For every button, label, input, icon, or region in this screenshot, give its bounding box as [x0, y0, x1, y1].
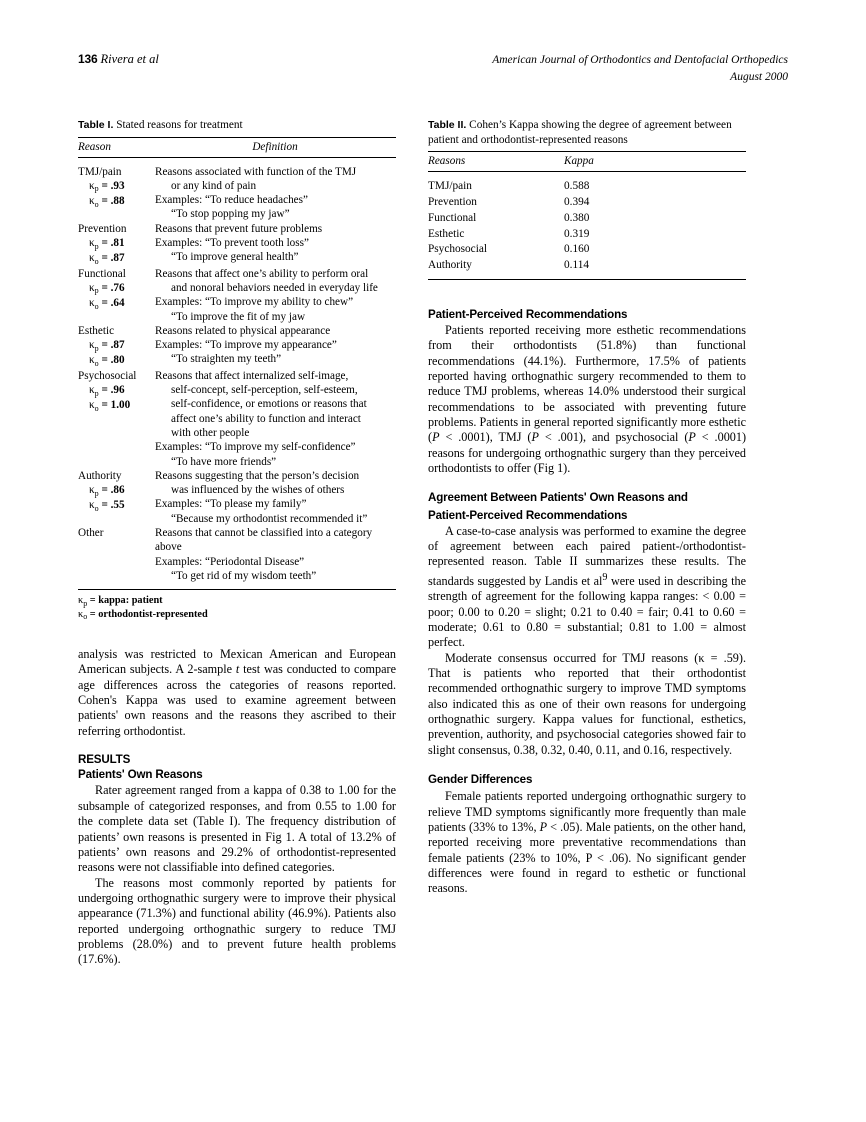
table-one-reason-cell — [78, 526, 154, 589]
table-row — [78, 222, 396, 267]
methods-italic-t: t — [235, 662, 240, 677]
table-two-bottom-rule — [428, 279, 746, 280]
table-two-col-kappa: Kappa — [564, 155, 594, 168]
kappa-ortho: $\kappa_o = .88$ — [89, 195, 125, 209]
table-two-reason-cell: TMJ/pain — [428, 180, 472, 193]
paragraph-methods-continued — [78, 647, 396, 739]
journal-title: American Journal of Orthodontics and Dentofacial Orthopedics — [492, 54, 788, 66]
p-value-italic: P — [688, 430, 696, 445]
table-one-col-definition: Definition — [252, 140, 298, 153]
table-one-caption-text: Stated reasons for treatment — [116, 119, 243, 131]
definition-line: Reasons that prevent future problems — [155, 222, 323, 235]
table-two-caption — [428, 118, 746, 147]
paragraph-gender — [428, 789, 746, 896]
table-row — [428, 226, 746, 242]
heading-gender-differences: Gender Differences — [428, 772, 533, 786]
footnote-kappa-ortho: $\kappa_o$ = orthodontist-represented — [78, 608, 208, 622]
definition-line: self-confidence, or emotions or reasons that — [171, 398, 367, 411]
definition-line: “To stop popping my jaw” — [171, 208, 290, 221]
reason-name: Prevention — [78, 222, 127, 235]
definition-line: self-concept, self-perception, self-esteem, — [171, 384, 358, 397]
kappa-ortho: $\kappa_o = .80$ — [89, 354, 125, 368]
table-one-block — [78, 118, 396, 621]
table-two-head — [428, 152, 746, 171]
definition-line: Reasons suggesting that the person’s decision — [155, 469, 360, 482]
definition-line: affect one’s ability to function and interact — [171, 412, 361, 425]
definition-line: “To straighten my teeth” — [171, 353, 282, 366]
reason-name: Authority — [78, 469, 122, 482]
table-one-label: Table I. — [78, 119, 114, 131]
definition-line: and nonoral behaviors needed in everyday life — [171, 281, 378, 294]
definition-line: with other people — [171, 426, 250, 439]
table-one-head — [78, 138, 396, 157]
table-row — [428, 242, 746, 258]
kappa-ortho: $\kappa_o = .64$ — [89, 297, 125, 311]
table-two-body — [428, 172, 746, 279]
table-two-reason-cell: Esthetic — [428, 227, 465, 240]
table-row — [78, 324, 396, 369]
table-two-label: Table II. — [428, 119, 467, 131]
definition-line: Examples: “Periodontal Disease” — [155, 555, 305, 568]
definition-line: Reasons related to physical appearance — [155, 324, 331, 337]
kappa-patient: $\kappa_p = .76$ — [89, 281, 125, 296]
table-one-definition-cell — [154, 267, 396, 324]
kappa-patient: $\kappa_p = .96$ — [89, 384, 125, 398]
table-row — [78, 469, 396, 526]
right-column-text — [428, 307, 746, 897]
definition-line: Reasons that affect internalized self-image, — [155, 369, 349, 382]
reference-superscript: 9 — [602, 571, 608, 583]
table-row — [78, 526, 396, 589]
table-one-caption — [78, 118, 396, 133]
table-one-reason-cell — [78, 324, 154, 369]
definition-line: Reasons that affect one’s ability to perform oral — [155, 267, 369, 280]
perceived-text-d: < .0001) reasons for undergoing orthognathic surgery than they perceived orthodontists to offer (Fig 1). — [428, 430, 747, 475]
footnote-text: = kappa: patient — [89, 595, 163, 607]
running-head — [78, 52, 788, 92]
table-one-reason-cell — [78, 267, 154, 324]
table-row — [428, 172, 746, 194]
definition-line: Examples: “To reduce headaches” — [155, 194, 308, 207]
reason-name: TMJ/pain — [78, 165, 122, 178]
p-value-italic: P — [539, 819, 548, 834]
gender-text-a: Female patients reported undergoing orthognathic surgery to relieve TMD symptoms significantly more frequently than male patients (33% to 13%, — [428, 789, 746, 834]
table-one-body — [78, 158, 396, 590]
table-one-definition-cell — [154, 369, 396, 469]
table-one-definition-cell — [154, 526, 396, 589]
table-two-kappa-cell: 0.394 — [564, 195, 590, 208]
table-two-caption-text: Cohen’s Kappa showing the degree of agreement between patient and orthodontist-represented reasons — [428, 119, 732, 146]
table-one-reason-cell — [78, 222, 154, 267]
table-one-footnotes — [78, 590, 396, 621]
running-head-authors: Rivera et al — [100, 52, 159, 66]
table-row — [78, 267, 396, 324]
table-two-header-row — [428, 152, 746, 171]
running-head-right — [492, 52, 788, 85]
reason-name: Other — [78, 527, 104, 540]
table-two-kappa-cell: 0.160 — [564, 243, 590, 256]
p-value-italic: P — [531, 430, 539, 445]
kappa-patient: $\kappa_p = .86$ — [89, 484, 125, 498]
kappa-ortho: $\kappa_o = 1.00$ — [89, 399, 131, 413]
table-one-definition-cell — [154, 158, 396, 222]
heading-agreement-line2: Patient-Perceived Recommendations — [428, 508, 628, 522]
kappa-ortho: $\kappa_o = .87$ — [89, 252, 125, 266]
footnote-kappa-patient: $\kappa_p$ = kappa: patient — [78, 595, 163, 608]
table-one-reason-cell — [78, 369, 154, 469]
methods-text-a: analysis was restricted to Mexican American and European American subjects. A 2-sample — [78, 647, 396, 677]
reason-name: Psychosocial — [78, 369, 137, 382]
right-column — [428, 118, 746, 897]
table-row — [428, 194, 746, 210]
table-one-header-row — [78, 138, 396, 157]
kappa-patient: $\kappa_p = .81$ — [89, 237, 125, 251]
table-row — [428, 210, 746, 226]
definition-line: Reasons associated with function of the TMJ — [155, 165, 357, 178]
table-two-col-reasons: Reasons — [428, 155, 466, 168]
kappa-patient: $\kappa_p = .87$ — [89, 339, 125, 353]
running-head-left — [78, 52, 159, 67]
definition-line: “To have more friends” — [171, 455, 277, 468]
agreement-text-a: A case-to-case analysis was performed to examine the degree of agreement between each paired patient-/orthodontist-represented reason. Table II summarizes these results. The standards suggested by Landis et al — [428, 523, 746, 588]
definition-line: Examples: “To improve my appearance” — [155, 339, 337, 352]
definition-line: “To improve the fit of my jaw — [171, 310, 306, 323]
table-two-kappa-cell: 0.319 — [564, 227, 590, 240]
heading-agreement-line1: Agreement Between Patients' Own Reasons and — [428, 491, 688, 505]
methods-text-b: test was conducted to compare age differences across the categories of reasons reported. Cohen's Kappa was used to examine agreement between patients' own reasons and the reasons they ascribed to their referring orthodontist. — [78, 662, 396, 738]
definition-line: was influenced by the wishes of others — [171, 484, 345, 497]
definition-line: Reasons that cannot be classified into a category above — [155, 527, 373, 554]
table-two-header-table — [428, 152, 746, 171]
table-one-col-reason: Reason — [78, 140, 111, 153]
table-two-kappa-cell: 0.380 — [564, 211, 590, 224]
table-two-reason-cell: Prevention — [428, 195, 477, 208]
table-one-reason-cell — [78, 469, 154, 526]
reason-name: Esthetic — [78, 324, 115, 337]
table-row — [78, 369, 396, 469]
paragraph-moderate-consensus: Moderate consensus occurred for TMJ reasons (κ = .59). That is patients who reported that their orthodontist recommended orthognathic surgery to improve TMD symptoms also indicated this as one of their own reasons for undergoing orthognathic surgery. Kappa values for functional, esthetics, prevention, authority, and psychosocial categories showed fair to slight consensus, 0.38, 0.32, 0.40, 0.11, and 0.16, respectively. — [428, 650, 746, 757]
perceived-text-b: < .0001), TMJ ( — [445, 430, 532, 445]
results-heading: RESULTS — [78, 753, 131, 767]
paragraph-common-reasons: The reasons most commonly reported by patients for undergoing orthognathic surgery were to improve their physical appearance (71.3%) and functional ability (46.9%). Patients also reported undergoing orthognathic surgery to reduce TMJ problems (28.0%) and to prevent future health problems (17.6%). — [78, 875, 396, 967]
p-value-italic: P — [432, 430, 440, 445]
table-one — [78, 138, 396, 157]
paragraph-agreement — [428, 524, 746, 651]
table-one-definition-cell — [154, 222, 396, 267]
table-row — [428, 258, 746, 279]
table-one-body-table — [78, 158, 396, 590]
left-column — [78, 118, 396, 968]
table-one-reason-cell — [78, 158, 154, 222]
definition-line: Examples: “To improve my ability to chew” — [155, 296, 354, 309]
table-two-kappa-cell: 0.114 — [564, 259, 589, 272]
table-two — [428, 172, 746, 279]
perceived-text-a: Patients reported receiving more esthetic recommendations from their orthodontists (51.8%) than functional recommendations (44.1%). Furthermore, 17.5% of patients reported having orthognathic surgery recommended to them to reduce TMJ problems, whereas 14.0% understood their surgical recommendations to be associated with preventing future problems. Patients in general reported significantly more esthetic ( — [428, 322, 746, 445]
definition-line: “To get rid of my wisdom teeth” — [171, 569, 317, 582]
left-column-text — [78, 647, 396, 968]
paragraph-patient-perceived — [428, 323, 746, 476]
table-two-reason-cell: Functional — [428, 211, 477, 224]
subheading-patients-own-reasons: Patients' Own Reasons — [78, 768, 203, 782]
table-two-block — [428, 118, 746, 280]
definition-line: or any kind of pain — [171, 179, 257, 192]
perceived-text-c: < .001), and psychosocial ( — [544, 430, 689, 445]
kappa-patient: $\kappa_p = .93$ — [89, 179, 125, 194]
footnote-text: = orthodontist-represented — [89, 608, 208, 620]
table-one-definition-cell — [154, 469, 396, 526]
definition-line: Examples: “To prevent tooth loss” — [155, 237, 309, 250]
reason-name: Functional — [78, 267, 126, 280]
table-two-kappa-cell: 0.588 — [564, 180, 590, 193]
kappa-ortho: $\kappa_o = .55$ — [89, 499, 125, 513]
definition-line: “Because my orthodontist recommended it” — [171, 512, 368, 525]
heading-patient-perceived-recommendations: Patient-Perceived Recommendations — [428, 307, 628, 321]
definition-line: “To improve general health” — [171, 251, 299, 264]
table-two-reason-cell: Authority — [428, 259, 472, 272]
definition-line: Examples: “To please my family” — [155, 498, 307, 511]
agreement-text-b: were used in describing the strength of agreement for the following kappa ranges: < 0.00 = poor; 0.00 to 0.20 = slight; 0.21 to 0.40 = fair; 0.41 to 0.60 = moderate; 0.61 to 0.80 = substantial; 0.81 to 1.00 = almost perfect. — [428, 573, 747, 650]
definition-line: Examples: “To improve my self-confidence” — [155, 441, 356, 454]
table-two-reason-cell: Psychosocial — [428, 243, 487, 256]
gender-text-b: < .05). Male patients, on the other hand, reported receiving more preventative recommendations than female patients (23% to 10%, P < .06). No significant gender differences were found in regard to esthetic or functional reasons. — [428, 819, 746, 896]
table-one-definition-cell — [154, 324, 396, 369]
issue-date: August 2000 — [730, 70, 788, 83]
paragraph-rater-agreement: Rater agreement ranged from a kappa of 0.38 to 1.00 for the subsample of categorized responses, and from 0.55 to 1.00 for the complete data set (Table I). The frequency distribution of patients’ own reasons is presented in Fig 1. A total of 13.2% of patients’ own reasons and 29.2% of orthodontist-represented reasons were not classifiable into defined categories. — [78, 783, 396, 875]
table-row — [78, 158, 396, 222]
page-folio: 136 — [78, 52, 98, 66]
